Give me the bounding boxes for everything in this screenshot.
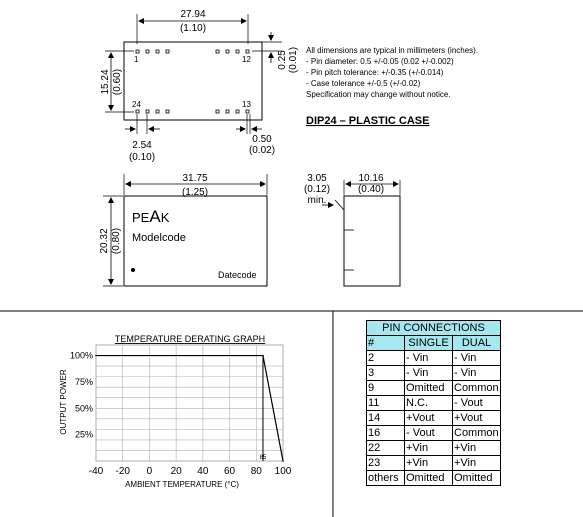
pin-len-min: min. — [307, 195, 327, 206]
x-tick-label: 40 — [197, 466, 209, 477]
pin-dia-mm: 0.50 — [252, 134, 272, 145]
table-cell: 22 — [367, 441, 405, 456]
table-cell: +Vout — [453, 411, 501, 426]
top-height-in: (0.60) — [112, 68, 123, 96]
table-cell: +Vout — [405, 411, 453, 426]
table-row — [367, 351, 501, 366]
side-view-outline — [344, 196, 400, 286]
table-cell: Omitted — [453, 471, 501, 486]
x-tick-label: 80 — [250, 466, 262, 477]
side-thick-mm: 10.16 — [358, 173, 384, 184]
table-cell: Omitted — [405, 471, 453, 486]
table-cell: 23 — [367, 456, 405, 471]
model-code: Modelcode — [132, 232, 186, 244]
table-cell: - Vout — [453, 396, 501, 411]
table-row — [367, 456, 501, 471]
logo-a: A — [149, 207, 161, 226]
pitch-mm: 2.54 — [132, 140, 152, 151]
pin-table-header: # — [367, 336, 405, 351]
pin-table-header: SINGLE — [405, 336, 453, 351]
note-line: - Pin diameter: 0.5 +/-0.05 (0.02 +/-0.002) — [306, 57, 454, 66]
knee-annotation: 85 — [259, 455, 267, 461]
table-cell: 2 — [367, 351, 405, 366]
table-cell: +Vin — [453, 441, 501, 456]
front-height-mm: 20.32 — [99, 228, 110, 254]
table-cell: Common — [454, 381, 499, 394]
top-view — [100, 9, 299, 163]
x-tick-label: 0 — [146, 466, 153, 477]
pin-len-mm: 3.05 — [307, 173, 327, 184]
table-cell: +Vin — [453, 456, 501, 471]
note-line: - Pin pitch tolerance: +/-0.35 (+/-0.014) — [306, 68, 444, 77]
pin1-marker-dot — [131, 268, 135, 272]
table-cell: 16 — [367, 426, 405, 441]
pin-24-label: 24 — [132, 100, 141, 109]
table-row — [367, 381, 501, 396]
table-row — [367, 441, 501, 456]
front-view — [99, 173, 267, 286]
table-cell: - Vin — [405, 351, 453, 366]
derating-chart — [59, 334, 292, 489]
table-cell: 14 — [367, 411, 405, 426]
peak-logo — [132, 207, 170, 226]
plot-area — [96, 345, 283, 461]
pin-table-header: DUAL — [453, 336, 501, 351]
front-width-in: (1.25) — [181, 187, 209, 198]
pin-table-title: PIN CONNECTIONS — [367, 321, 501, 336]
pin-1-label: 1 — [134, 55, 139, 64]
pin-dia-in: (0.02) — [248, 145, 276, 156]
logo-pe: PE — [132, 210, 150, 225]
table-row — [367, 411, 501, 426]
table-cell: N.C. — [405, 396, 453, 411]
pin-12-label: 12 — [242, 55, 251, 64]
table-cell: Common — [454, 426, 499, 439]
x-tick-label: 100 — [274, 466, 292, 477]
front-height-in: (0.80) — [111, 227, 122, 255]
note-line: - Case tolerance +/-0.5 (+/-0.02) — [306, 79, 421, 88]
top-height-mm: 15.24 — [100, 69, 111, 95]
pin-connections-table — [366, 320, 501, 486]
side-thick-in: (0.40) — [357, 184, 385, 195]
table-row — [367, 366, 501, 381]
table-cell: +Vin — [405, 441, 453, 456]
table-cell: - Vout — [405, 426, 453, 441]
x-tick-label: -20 — [115, 466, 130, 477]
x-tick-label: 60 — [224, 466, 236, 477]
note-line: Specification may change without notice. — [306, 90, 451, 99]
y-tick-label: 50% — [74, 403, 93, 414]
date-code: Datecode — [218, 270, 257, 280]
table-cell: 11 — [367, 396, 405, 411]
table-cell: Omitted — [405, 381, 453, 396]
margin-in: (0.01) — [288, 46, 299, 74]
note-line: All dimensions are typical in millimeters (inches). — [306, 46, 479, 55]
dimension-notes — [306, 46, 478, 99]
pitch-in: (0.10) — [128, 152, 156, 163]
top-pin-row — [136, 50, 249, 53]
y-tick-label: 25% — [74, 429, 93, 440]
table-cell: +Vin — [405, 456, 453, 471]
data-point — [95, 355, 97, 357]
margin-mm: 0.25 — [277, 50, 288, 70]
x-tick-label: 20 — [170, 466, 182, 477]
pin-len-in: (0.12) — [303, 184, 331, 195]
case-title: DIP24 – PLASTIC CASE — [306, 115, 430, 127]
table-cell: - Vin — [453, 351, 501, 366]
side-view — [304, 173, 400, 286]
top-width-in: (1.10) — [179, 23, 207, 34]
front-width-mm: 31.75 — [182, 173, 208, 184]
chart-ylabel: OUTPUT POWER — [59, 369, 68, 435]
logo-k: K — [160, 210, 170, 225]
table-row — [367, 396, 501, 411]
bottom-pin-row — [136, 110, 249, 113]
y-tick-label: 100% — [69, 350, 93, 361]
chart-title: TEMPERATURE DERATING GRAPH — [114, 334, 266, 344]
table-row — [367, 471, 501, 486]
x-tick-label: -40 — [88, 466, 104, 477]
data-point — [282, 460, 284, 462]
table-cell: - Vin — [405, 366, 453, 381]
table-cell: 3 — [367, 366, 405, 381]
table-row — [367, 426, 501, 441]
pin-13-label: 13 — [242, 100, 251, 109]
table-cell: 9 — [367, 381, 405, 396]
chart-xlabel: AMBIENT TEMPERATURE (°C) — [125, 480, 239, 489]
table-cell: others — [367, 471, 405, 486]
top-width-mm: 27.94 — [180, 9, 206, 20]
table-cell: - Vin — [453, 366, 501, 381]
y-tick-label: 75% — [74, 376, 93, 387]
